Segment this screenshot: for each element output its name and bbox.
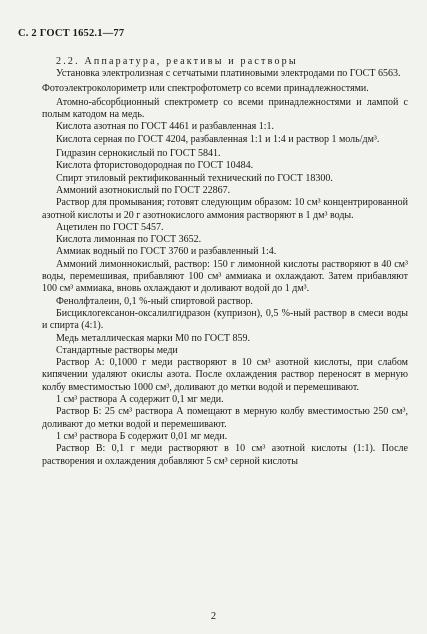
paragraph: 1 см³ раствора А содержит 0,1 мг меди. xyxy=(56,394,224,406)
paragraph: Ацетилен по ГОСТ 5457. xyxy=(56,221,164,233)
paragraph: Раствор Б: 25 см³ раствора А помещают в мерную колбу вместимостью 250 см³, доливают до метки водой и перемешивают. xyxy=(42,406,408,430)
paragraph: Аммиак водный по ГОСТ 3760 и разбавленный 1:4. xyxy=(56,246,277,258)
paragraph: Кислота фтористоводородная по ГОСТ 10484. xyxy=(56,160,254,172)
paragraph: Бисциклогексанон-оксалилгидразон (купризон), 0,5 %-ный раствор в смеси воды и спирта (4:1). xyxy=(42,307,408,332)
paragraph: Установка электролизная с сетчатыми платиновыми электродами по ГОСТ 6563. xyxy=(56,68,401,80)
paragraph: Раствор А: 0,1000 г меди растворяют в 10 см³ азотной кислоты, при слабом кипячении удаляют окислы азота. После охлаждения раствор переносят в мерную колбу вместимостью 1000 см³, доливают до метки водой и перемешивают. xyxy=(42,357,408,393)
paragraph: Фотоэлектроколориметр или спектрофотометр со всеми принадлежностями. xyxy=(42,82,369,94)
paragraph: Гидразин сернокислый по ГОСТ 5841. xyxy=(56,148,221,160)
paragraph: Кислота азотная по ГОСТ 4461 и разбавленная 1:1. xyxy=(56,121,275,133)
subsection-title: Стандартные растворы меди xyxy=(56,344,178,356)
paragraph: Атомно-абсорбционный спектрометр со всеми принадлежностями и лампой с полым катодом на медь. xyxy=(42,96,408,121)
paragraph: 1 см³ раствора Б содержит 0,01 мг меди. xyxy=(56,430,228,442)
paragraph: Спирт этиловый ректификованный технический по ГОСТ 18300. xyxy=(56,172,333,184)
paragraph: Раствор для промывания; готовят следующим образом: 10 см³ концентрированной азотной кислоты и 20 г азотнокислого аммония растворяют в 1 дм³ воды. xyxy=(42,197,408,221)
paragraph: Аммоний лимоннокислый, раствор: 150 г лимонной кислоты растворяют в 40 см³ воды, перемешивая, прибавляют 100 см³ аммиака и охлаждают. Затем прибавляют 100 см³ аммиака, вновь охлаждают и доливают водой до 1 дм³. xyxy=(42,258,408,295)
paragraph: Фенолфталеин, 0,1 %-ный спиртовой раствор. xyxy=(56,295,253,307)
paragraph: Кислота серная по ГОСТ 4204, разбавленная 1:1 и 1:4 и раствор 1 моль/дм³. xyxy=(56,133,380,145)
paragraph: Раствор В: 0,1 г меди растворяют в 10 см³ азотной кислоты (1:1). После растворения и охлаждения добавляют 5 см³ серной кислоты xyxy=(42,443,408,467)
document-body xyxy=(42,56,408,468)
page-header: С. 2 ГОСТ 1652.1—77 xyxy=(18,28,125,39)
paragraph: Медь металлическая марки М0 по ГОСТ 859. xyxy=(56,332,251,344)
paragraph: Кислота лимонная по ГОСТ 3652. xyxy=(56,234,202,246)
section-title: 2.2. Аппаратура, реактивы и растворы xyxy=(56,56,298,67)
paragraph: Аммоний азотнокислый по ГОСТ 22867. xyxy=(56,184,231,196)
page-number: 2 xyxy=(210,611,217,622)
